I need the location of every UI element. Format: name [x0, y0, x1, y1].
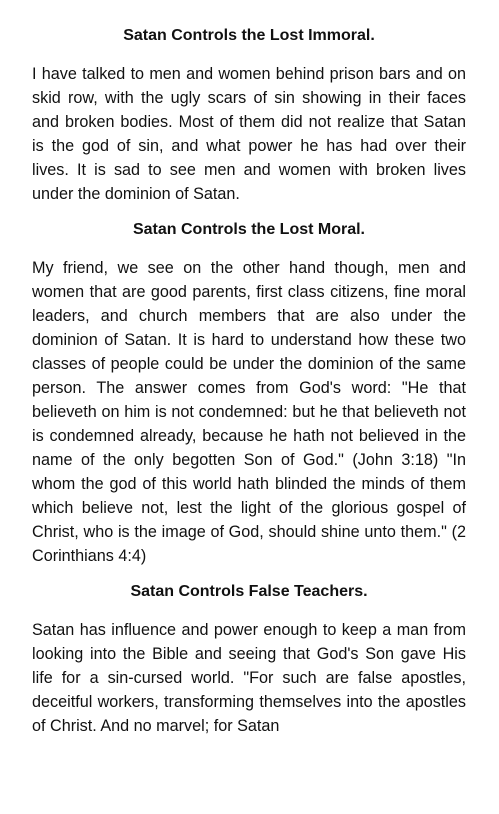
section-body-lost-immoral: I have talked to men and women behind prison bars and on skid row, with the ugly scars of sin showing in their faces and broken bodies. Most of them did not realize that Satan is the god of sin, and what power he has had over their lives. It is sad to see men and women with broken lives under the dominion of Satan.: [32, 65, 466, 203]
section-heading-lost-immoral: Satan Controls the Lost Immoral.: [123, 27, 375, 44]
section-body-lost-moral: My friend, we see on the other hand though, men and women that are good parents, first class citizens, fine moral leaders, and church members that are also under the dominion of Satan. It is hard to understand how these two classes of people could be under the dominion of the same person. The answer comes from God's word: "He that believeth on him is not condemned: but he that believeth not is condemned already, because he hath not believed in the name of the only begotten Son of God." (John 3:18) "In whom the god of this world hath blinded the minds of them which believe not, lest the light of the glorious gospel of Christ, who is the image of God, should shine unto them." (2 Corinthians 4:4): [32, 259, 466, 565]
section-heading-lost-moral: Satan Controls the Lost Moral.: [132, 221, 365, 238]
section-body-false-teachers: Satan has influence and power enough to keep a man from looking into the Bible and seeing that God's Son gave His life for a sin-cursed world. "For such are false apostles, deceitful workers, transforming themselves into the apostles of Christ. And no marvel; for Satan: [32, 621, 466, 735]
document-page: [32, 24, 466, 750]
section-heading-false-teachers: Satan Controls False Teachers.: [130, 583, 368, 600]
